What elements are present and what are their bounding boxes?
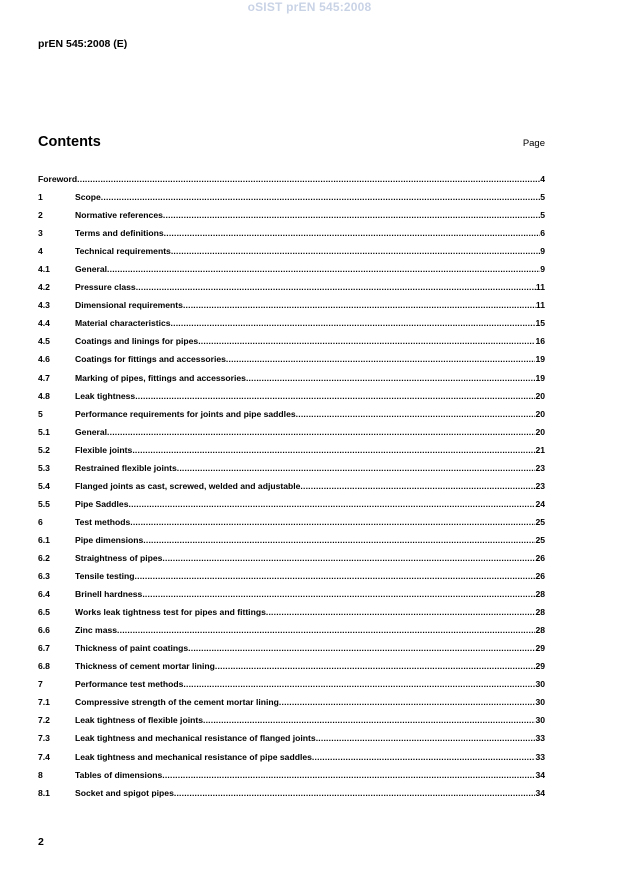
- toc-entry[interactable]: [38, 391, 545, 409]
- toc-entry-page: 30: [535, 679, 545, 690]
- toc-entry[interactable]: [38, 770, 545, 788]
- toc-entry[interactable]: [38, 264, 545, 282]
- toc-entry-number: 4: [38, 246, 43, 257]
- toc-entry[interactable]: [38, 246, 545, 264]
- toc-entry-title: Flanged joints as cast, screwed, welded and adjustable: [75, 480, 301, 491]
- toc-entry-title: Thickness of cement mortar lining: [75, 661, 215, 672]
- toc-entry[interactable]: [38, 336, 545, 354]
- toc-entry[interactable]: [38, 300, 545, 318]
- toc-dot-leader: [132, 445, 535, 455]
- toc-entry[interactable]: [38, 463, 545, 481]
- toc-dot-leader: [77, 174, 540, 184]
- toc-entry[interactable]: [38, 499, 545, 517]
- toc-entry[interactable]: [38, 210, 545, 228]
- toc-entry-number: 6.5: [38, 607, 50, 618]
- toc-entry[interactable]: [38, 427, 545, 445]
- toc-entry[interactable]: [38, 192, 545, 210]
- toc-entry-number: 3: [38, 228, 43, 239]
- toc-entry-page: 11: [535, 282, 545, 293]
- toc-entry-number: 5.1: [38, 426, 50, 437]
- toc-entry[interactable]: [38, 643, 545, 661]
- toc-dot-leader: [171, 318, 536, 328]
- toc-entry-title: Normative references: [75, 210, 163, 221]
- toc-entry-title: Marking of pipes, fittings and accessories: [75, 372, 246, 383]
- toc-dot-leader: [107, 427, 535, 437]
- toc-entry-title: Straightness of pipes: [75, 552, 163, 563]
- toc-entry-number: 4.3: [38, 300, 50, 311]
- toc-entry-title: Coatings and linings for pipes: [75, 336, 199, 347]
- toc-entry-number: 7.1: [38, 697, 50, 708]
- page-column-label: Page: [522, 138, 545, 149]
- toc-entry-page: 28: [535, 589, 545, 600]
- toc-entry-page: 30: [535, 697, 545, 708]
- toc-entry-number: 6.3: [38, 571, 50, 582]
- toc-entry[interactable]: [38, 571, 545, 589]
- toc-entry-number: 6.8: [38, 661, 50, 672]
- toc-entry-page: 20: [535, 426, 545, 437]
- toc-dot-leader: [171, 246, 540, 256]
- toc-dot-leader: [226, 354, 536, 364]
- toc-entry-title: Tables of dimensions: [75, 769, 163, 780]
- toc-entry[interactable]: [38, 733, 545, 751]
- toc-entry-page: 26: [535, 552, 545, 563]
- toc-entry-page: 9: [540, 246, 545, 257]
- toc-entry-page: 21: [535, 444, 545, 455]
- toc-entry-number: 6.7: [38, 643, 50, 654]
- toc-dot-leader: [215, 661, 536, 671]
- toc-entry-number: 4.4: [38, 318, 50, 329]
- toc-dot-leader: [312, 752, 536, 762]
- toc-entry-page: 34: [535, 787, 545, 798]
- toc-entry[interactable]: [38, 607, 545, 625]
- toc-entry[interactable]: [38, 625, 545, 643]
- toc-entry-title: Leak tightness: [75, 390, 136, 401]
- toc-entry-page: 4: [540, 174, 545, 184]
- toc-entry-number: 4.7: [38, 372, 50, 383]
- toc-entry-title: Zinc mass: [75, 625, 118, 636]
- toc-entry-number: 1: [38, 192, 43, 203]
- toc-entry-number: 6.1: [38, 534, 50, 545]
- toc-entry-page: 24: [535, 498, 545, 509]
- toc-entry-page: 23: [535, 480, 545, 491]
- toc-entry-title: Thickness of paint coatings: [75, 643, 189, 654]
- toc-entry-page: 6: [540, 228, 545, 239]
- toc-entry-page: 25: [535, 534, 545, 545]
- toc-entry-title: Terms and definitions: [75, 228, 164, 239]
- toc-entry-page: 19: [535, 372, 545, 383]
- toc-entry-number: 5.5: [38, 498, 50, 509]
- toc-dot-leader: [279, 697, 536, 707]
- toc-entry-number: 4.6: [38, 354, 50, 365]
- toc-entry[interactable]: [38, 589, 545, 607]
- toc-entry-page: 28: [535, 625, 545, 636]
- toc-dot-leader: [130, 517, 535, 527]
- toc-entry-number: 7.2: [38, 715, 50, 726]
- toc-entry[interactable]: [38, 715, 545, 733]
- table-of-contents: [38, 174, 545, 806]
- toc-entry[interactable]: [38, 553, 545, 571]
- toc-dot-leader: [135, 391, 535, 401]
- toc-entry[interactable]: [38, 679, 545, 697]
- toc-entry-number: 2: [38, 210, 43, 221]
- toc-entry[interactable]: [38, 409, 545, 427]
- toc-entry-title: Leak tightness and mechanical resistance of flanged joints: [75, 733, 316, 744]
- page-number: 2: [38, 836, 44, 848]
- toc-dot-leader: [163, 210, 540, 220]
- toc-entry-number: 8.1: [38, 787, 50, 798]
- toc-dot-leader: [177, 463, 536, 473]
- toc-dot-leader: [143, 535, 535, 545]
- toc-entry-title: Flexible joints: [75, 444, 133, 455]
- toc-dot-leader: [198, 336, 535, 346]
- toc-entry[interactable]: [38, 445, 545, 463]
- toc-entry-number: 6.2: [38, 552, 50, 563]
- toc-entry-title: Works leak tightness test for pipes and fittings: [75, 607, 266, 618]
- toc-entry-title: Restrained flexible joints: [75, 462, 177, 473]
- toc-entry-page: 29: [535, 643, 545, 654]
- toc-entry-number: 4.1: [38, 264, 50, 275]
- toc-entry-title: Test methods: [75, 516, 131, 527]
- toc-entry-page: 30: [535, 715, 545, 726]
- toc-entry[interactable]: [38, 661, 545, 679]
- toc-dot-leader: [142, 589, 535, 599]
- document-id: prEN 545:2008 (E): [38, 38, 128, 50]
- toc-entry[interactable]: [38, 282, 545, 300]
- toc-entry-title: General: [75, 264, 108, 275]
- toc-entry-title: Pressure class: [75, 282, 136, 293]
- toc-dot-leader: [203, 715, 535, 725]
- toc-entry[interactable]: [38, 517, 545, 535]
- toc-entry-title: Technical requirements: [75, 246, 171, 257]
- toc-entry-number: 5.2: [38, 444, 50, 455]
- toc-dot-leader: [136, 282, 536, 292]
- toc-entry-number: 6.6: [38, 625, 50, 636]
- toc-entry-title: Material characteristics: [75, 318, 171, 329]
- toc-entry-title: Scope: [75, 192, 101, 203]
- toc-entry-page: 33: [535, 751, 545, 762]
- toc-entry-title: Pipe Saddles: [75, 498, 129, 509]
- toc-dot-leader: [300, 481, 535, 491]
- toc-entry-page: 15: [535, 318, 545, 329]
- toc-entry-page: 23: [535, 462, 545, 473]
- toc-dot-leader: [183, 300, 536, 310]
- toc-entry[interactable]: [38, 174, 545, 192]
- toc-dot-leader: [164, 228, 541, 238]
- toc-entry-title: Dimensional requirements: [75, 300, 183, 311]
- toc-entry-page: 20: [535, 408, 545, 419]
- toc-entry[interactable]: [38, 228, 545, 246]
- toc-entry-title: General: [75, 426, 108, 437]
- toc-entry-page: 29: [535, 661, 545, 672]
- contents-title: Contents: [38, 134, 101, 150]
- toc-entry-number: 4.2: [38, 282, 50, 293]
- toc-entry-number: 5.4: [38, 480, 50, 491]
- toc-entry-page: 33: [535, 733, 545, 744]
- toc-entry-page: 5: [540, 210, 545, 221]
- toc-dot-leader: [101, 192, 540, 202]
- toc-entry[interactable]: [38, 354, 545, 372]
- toc-dot-leader: [174, 788, 536, 798]
- toc-entry-number: 5: [38, 408, 43, 419]
- toc-entry-title: Leak tightness of flexible joints: [75, 715, 203, 726]
- toc-dot-leader: [296, 409, 536, 419]
- toc-dot-leader: [188, 643, 535, 653]
- toc-dot-leader: [162, 770, 535, 780]
- toc-dot-leader: [129, 499, 536, 509]
- toc-entry[interactable]: [38, 788, 545, 806]
- toc-entry[interactable]: [38, 752, 545, 770]
- toc-entry-page: 16: [535, 336, 545, 347]
- toc-entry-page: 19: [535, 354, 545, 365]
- toc-dot-leader: [162, 553, 535, 563]
- toc-entry-page: 11: [535, 300, 545, 311]
- toc-entry-title: Pipe dimensions: [75, 534, 144, 545]
- toc-entry-title: Tensile testing: [75, 571, 135, 582]
- watermark: oSIST prEN 545:2008: [247, 0, 372, 14]
- toc-dot-leader: [107, 264, 540, 274]
- toc-entry-page: 5: [540, 192, 545, 203]
- toc-entry-page: 9: [540, 264, 545, 275]
- toc-entry-number: 6: [38, 516, 43, 527]
- toc-entry-title: Brinell hardness: [75, 589, 143, 600]
- toc-entry-number: 4.8: [38, 390, 50, 401]
- toc-entry-title: Leak tightness and mechanical resistance of pipe saddles: [75, 751, 312, 762]
- toc-entry-title: Coatings for fittings and accessories: [75, 354, 226, 365]
- toc-entry-number: 8: [38, 769, 43, 780]
- toc-dot-leader: [266, 607, 536, 617]
- toc-dot-leader: [117, 625, 535, 635]
- toc-entry[interactable]: [38, 481, 545, 499]
- toc-entry-title: Performance test methods: [75, 679, 184, 690]
- toc-entry-title: Compressive strength of the cement mortar lining: [75, 697, 279, 708]
- toc-entry-number: 6.4: [38, 589, 50, 600]
- toc-dot-leader: [316, 733, 536, 743]
- toc-entry-page: 28: [535, 607, 545, 618]
- toc-entry-page: 25: [535, 516, 545, 527]
- toc-dot-leader: [183, 679, 535, 689]
- toc-entry[interactable]: [38, 697, 545, 715]
- toc-entry[interactable]: [38, 373, 545, 391]
- toc-entry-number: 7: [38, 679, 43, 690]
- toc-entry-title: Socket and spigot pipes: [75, 787, 174, 798]
- toc-dot-leader: [135, 571, 536, 581]
- toc-entry-title: Foreword: [38, 174, 78, 184]
- toc-entry[interactable]: [38, 318, 545, 336]
- toc-entry-page: 34: [535, 769, 545, 780]
- toc-entry-title: Performance requirements for joints and pipe saddles: [75, 408, 296, 419]
- toc-entry[interactable]: [38, 535, 545, 553]
- toc-entry-number: 4.5: [38, 336, 50, 347]
- toc-entry-number: 5.3: [38, 462, 50, 473]
- toc-entry-page: 20: [535, 390, 545, 401]
- toc-dot-leader: [246, 373, 535, 383]
- toc-entry-page: 26: [535, 571, 545, 582]
- toc-entry-number: 7.3: [38, 733, 50, 744]
- toc-entry-number: 7.4: [38, 751, 50, 762]
